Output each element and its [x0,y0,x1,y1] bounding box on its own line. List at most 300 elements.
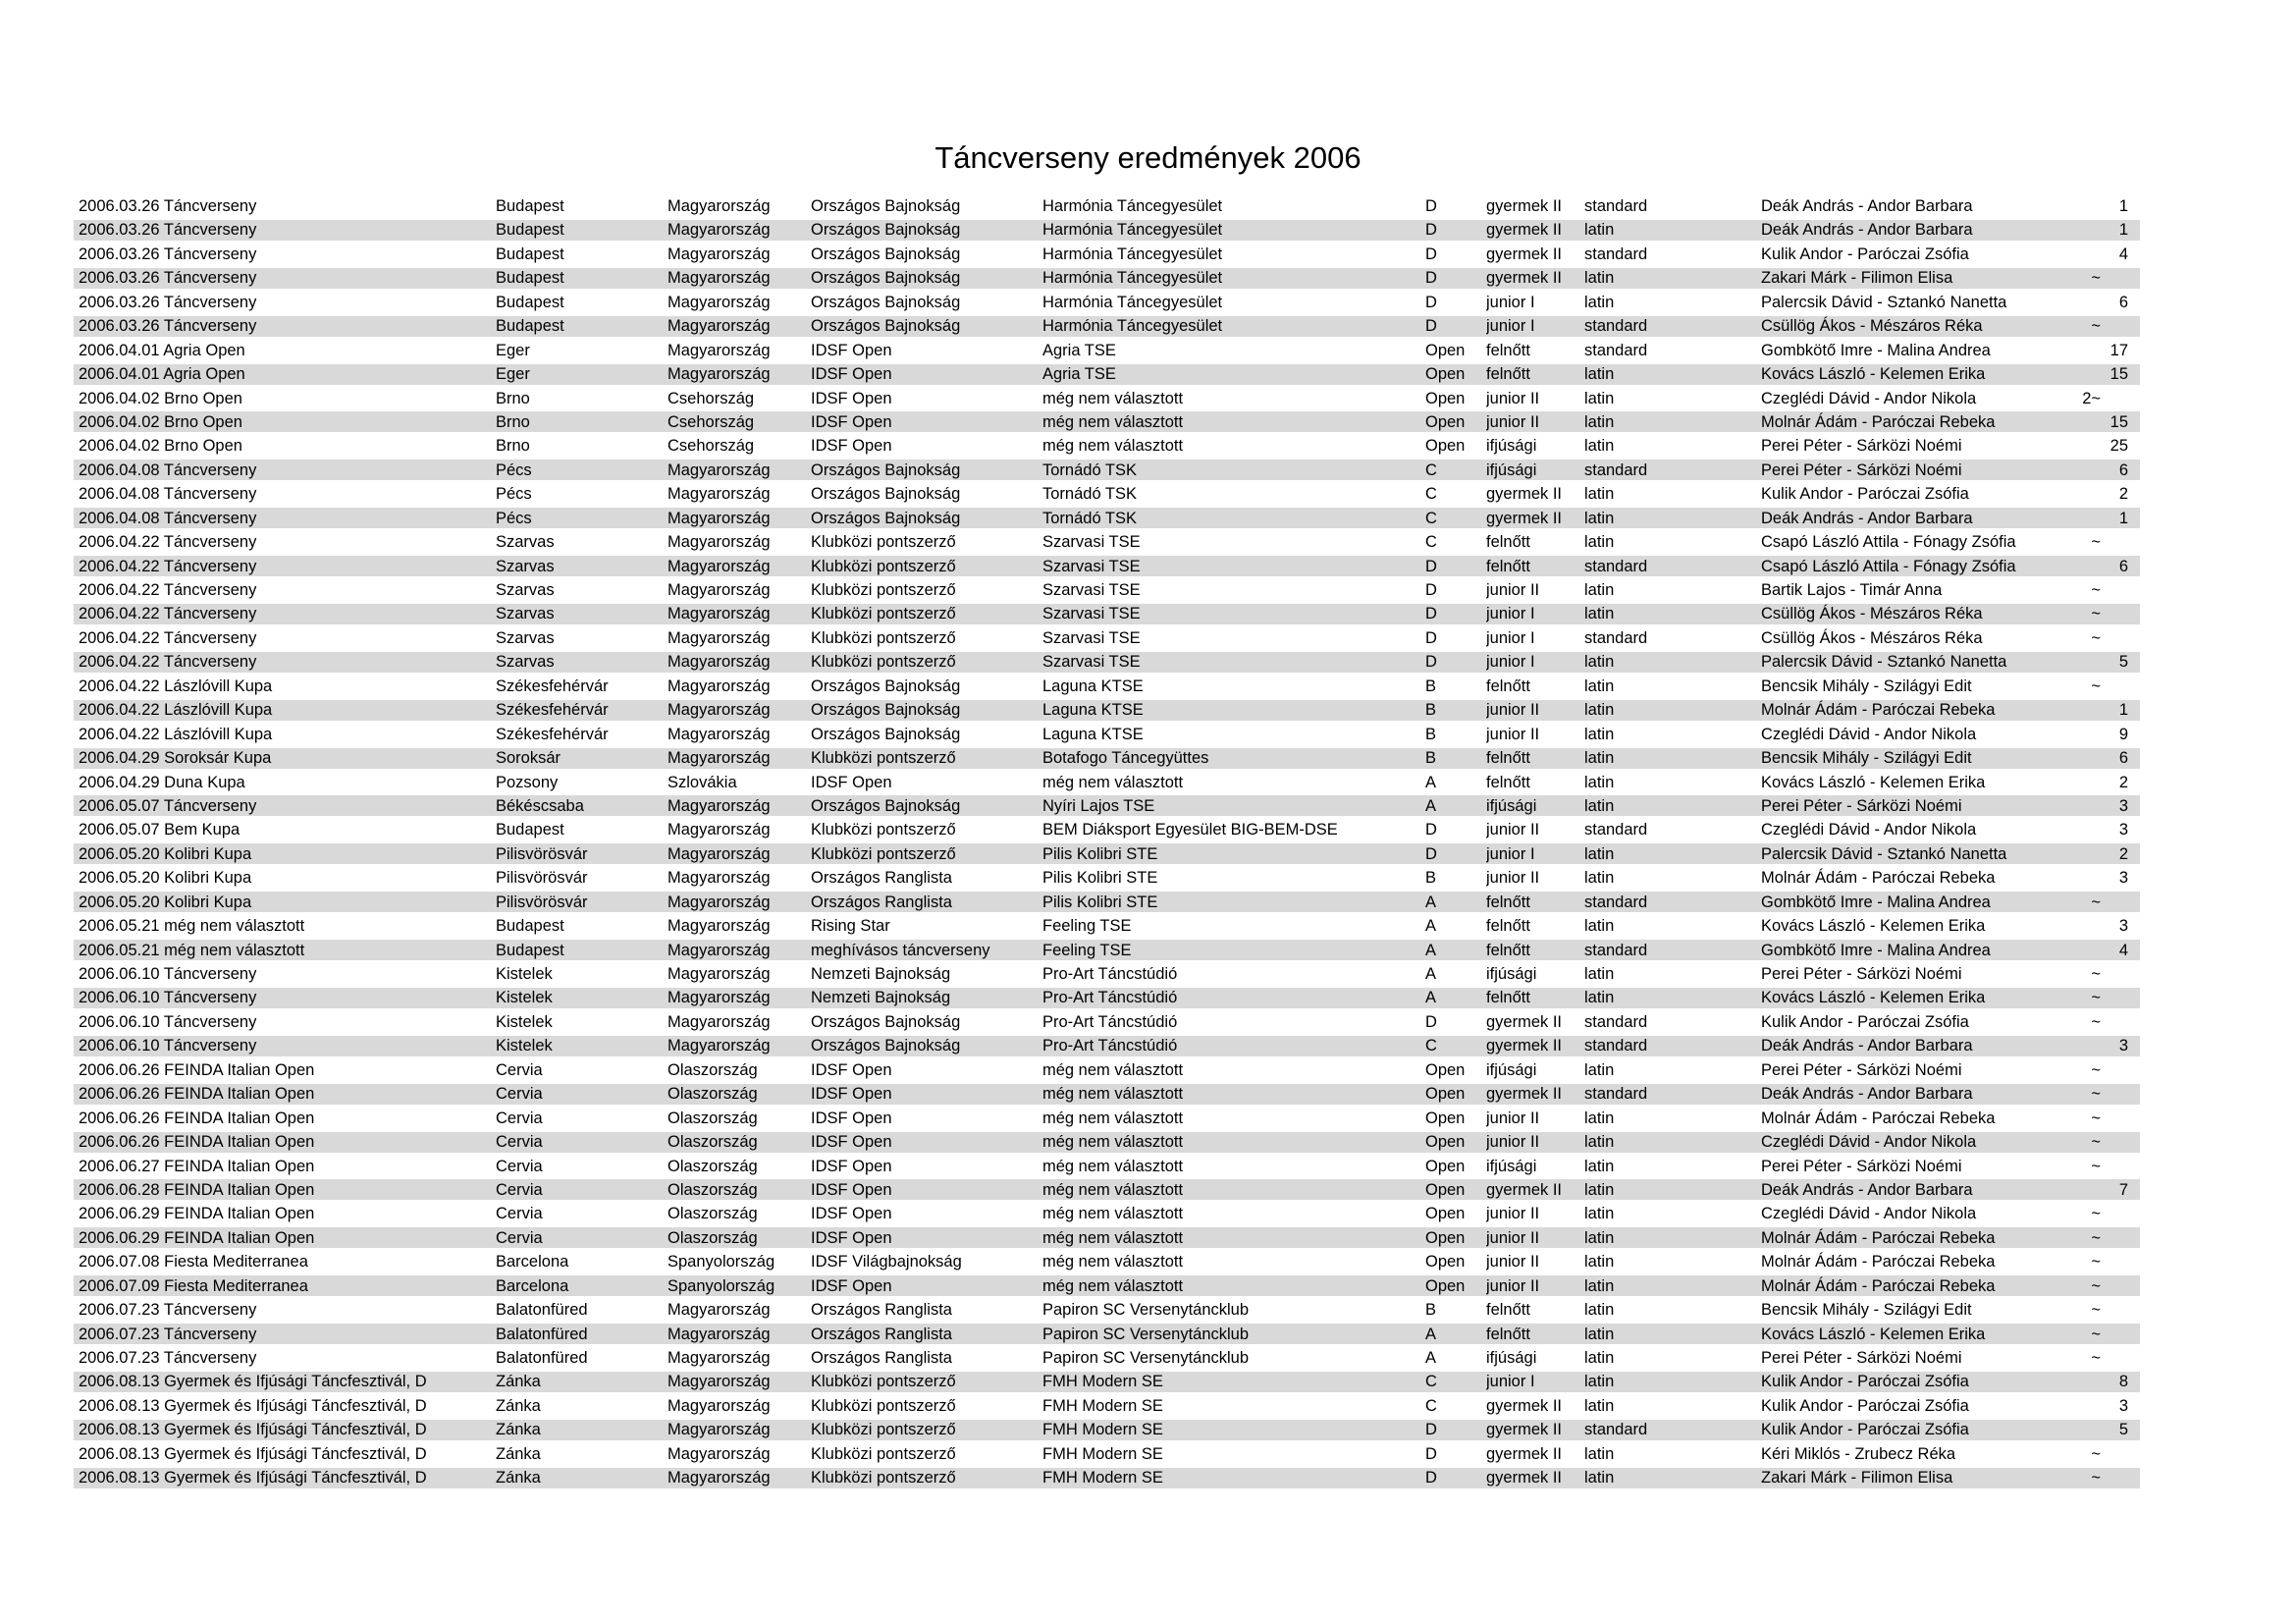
cell-class: A [1425,965,1437,983]
table-row [74,842,2140,866]
cell-country: Magyarország [667,269,771,288]
cell-type: Országos Ranglista [811,1301,952,1320]
cell-city: Brno [496,389,530,407]
cell-event: 2006.04.22 Lászlóvill Kupa [79,676,273,695]
cell-club: Harmónia Táncegyesület [1042,293,1223,311]
cell-result: 4 [2118,244,2128,263]
cell-city: Balatonfüred [496,1325,588,1343]
cell-age: felnőtt [1486,1301,1530,1320]
cell-style: latin [1584,917,1615,936]
cell-type: IDSF Open [811,1276,892,1295]
cell-city: Budapest [496,317,564,336]
cell-result: 5 [2118,1421,2128,1439]
cell-club: Harmónia Táncegyesület [1042,317,1223,336]
cell-age: junior I [1486,1373,1535,1391]
cell-event: 2006.06.29 FEINDA Italian Open [79,1228,315,1247]
cell-age: junior II [1486,1109,1540,1127]
cell-age: felnőtt [1486,341,1530,359]
cell-class: D [1425,653,1437,672]
cell-club: Harmónia Táncegyesület [1042,244,1223,263]
cell-couple: Gombkötő Imre - Malina Andrea [1761,941,1991,959]
cell-city: Zánka [496,1469,541,1488]
cell-couple: Kulik Andor - Paróczai Zsófia [1761,1396,1969,1415]
table-row [74,794,2140,818]
cell-style: latin [1584,701,1615,720]
cell-country: Magyarország [667,221,771,240]
cell-club: Papiron SC Versenytáncklub [1042,1325,1250,1343]
table-row [74,962,2140,986]
cell-age: felnőtt [1486,917,1530,936]
cell-couple: Csapó László Attila - Fónagy Zsófia [1761,533,2016,552]
cell-type: Országos Bajnokság [811,1037,961,1055]
cell-couple: Palercsik Dávid - Sztankó Nanetta [1761,844,2007,863]
cell-type: Klubközi pontszerző [811,581,956,599]
cell-couple: Gombkötő Imre - Malina Andrea [1761,893,1991,911]
cell-class: A [1425,796,1437,815]
cell-type: Országos Bajnokság [811,293,961,311]
cell-age: junior I [1486,844,1535,863]
cell-couple: Bencsik Mihály - Szilágyi Edit [1761,749,1972,768]
table-row [74,650,2140,674]
cell-country: Szlovákia [667,773,737,791]
cell-country: Magyarország [667,197,771,215]
cell-type: IDSF Open [811,1085,892,1104]
cell-result: ~ [2091,533,2101,552]
cell-event: 2006.07.23 Táncverseny [79,1301,257,1320]
cell-style: latin [1584,485,1615,504]
table-row [74,1130,2140,1154]
cell-event: 2006.04.22 Táncverseny [79,605,257,623]
cell-event: 2006.07.08 Fiesta Mediterranea [79,1253,308,1271]
cell-country: Magyarország [667,460,771,479]
cell-class: B [1425,676,1437,695]
cell-class: B [1425,1301,1437,1320]
cell-country: Magyarország [667,557,771,575]
cell-city: Soroksár [496,749,561,768]
cell-age: felnőtt [1486,1325,1530,1343]
cell-event: 2006.04.02 Brno Open [79,437,242,456]
table-row [74,626,2140,650]
table-row [74,1107,2140,1130]
cell-class: C [1425,485,1437,504]
table-row [74,578,2140,602]
cell-country: Magyarország [667,244,771,263]
cell-city: Zánka [496,1444,541,1463]
table-row [74,387,2140,410]
cell-type: Nemzeti Bajnokság [811,965,951,983]
cell-class: Open [1425,1253,1466,1271]
cell-city: Békéscsaba [496,796,584,815]
cell-age: felnőtt [1486,557,1530,575]
cell-class: C [1425,509,1437,527]
cell-couple: Bencsik Mihály - Szilágyi Edit [1761,676,1972,695]
cell-event: 2006.04.02 Brno Open [79,389,242,407]
cell-event: 2006.06.10 Táncverseny [79,965,257,983]
cell-event: 2006.04.22 Táncverseny [79,557,257,575]
cell-country: Magyarország [667,533,771,552]
cell-country: Magyarország [667,1037,771,1055]
cell-result: 9 [2118,725,2128,743]
cell-event: 2006.08.13 Gyermek és Ifjúsági Táncfesztivál, D [79,1421,427,1439]
cell-age: ifjúsági [1486,1060,1537,1079]
cell-country: Csehország [667,412,755,431]
cell-couple: Kulik Andor - Paróczai Zsófia [1761,1421,1969,1439]
cell-club: Botafogo Táncegyüttes [1042,749,1209,768]
cell-type: IDSF Open [811,1133,892,1152]
cell-age: felnőtt [1486,365,1530,384]
cell-couple: Deák András - Andor Barbara [1761,1180,1973,1199]
table-row [74,555,2140,578]
cell-style: latin [1584,269,1615,288]
cell-type: Országos Bajnokság [811,269,961,288]
cell-age: felnőtt [1486,941,1530,959]
cell-couple: Csüllög Ákos - Mészáros Réka [1761,317,1983,336]
cell-age: felnőtt [1486,773,1530,791]
cell-club: Tornádó TSK [1042,460,1138,479]
cell-type: Klubközi pontszerző [811,1396,956,1415]
cell-couple: Czeglédi Dávid - Andor Nikola [1761,389,1977,407]
cell-couple: Perei Péter - Sárközi Noémi [1761,1060,1962,1079]
cell-class: D [1425,244,1437,263]
cell-country: Magyarország [667,676,771,695]
cell-couple: Csüllög Ákos - Mészáros Réka [1761,605,1983,623]
cell-event: 2006.07.09 Fiesta Mediterranea [79,1276,308,1295]
table-row [74,243,2140,266]
cell-couple: Perei Péter - Sárközi Noémi [1761,460,1962,479]
cell-result: ~ [2091,1325,2101,1343]
cell-club: Pro-Art Táncstúdió [1042,1037,1178,1055]
cell-class: D [1425,293,1437,311]
cell-city: Cervia [496,1085,543,1104]
cell-result: 1 [2118,509,2128,527]
cell-event: 2006.07.23 Táncverseny [79,1325,257,1343]
cell-club: még nem választott [1042,773,1184,791]
cell-age: gyermek II [1486,1085,1563,1104]
cell-couple: Molnár Ádám - Paróczai Rebeka [1761,1276,1996,1295]
cell-event: 2006.03.26 Táncverseny [79,244,257,263]
table-row [74,1466,2140,1489]
cell-country: Magyarország [667,1421,771,1439]
cell-class: D [1425,1421,1437,1439]
cell-age: gyermek II [1486,509,1563,527]
cell-country: Magyarország [667,1349,771,1367]
cell-style: latin [1584,1205,1615,1223]
table-row [74,1178,2140,1202]
cell-style: latin [1584,581,1615,599]
cell-couple: Kéri Miklós - Zrubecz Réka [1761,1444,1956,1463]
cell-city: Zánka [496,1373,541,1391]
cell-age: felnőtt [1486,893,1530,911]
cell-class: Open [1425,1157,1466,1175]
cell-couple: Deák András - Andor Barbara [1761,1085,1973,1104]
cell-event: 2006.07.23 Táncverseny [79,1349,257,1367]
table-row [74,362,2140,386]
cell-result: ~ [2091,581,2101,599]
cell-type: Országos Bajnokság [811,317,961,336]
cell-type: Országos Ranglista [811,869,952,888]
cell-age: felnőtt [1486,749,1530,768]
cell-style: latin [1584,749,1615,768]
cell-age: felnőtt [1486,676,1530,695]
cell-type: Országos Bajnokság [811,676,961,695]
cell-couple: Molnár Ádám - Paróczai Rebeka [1761,1109,1996,1127]
cell-style: latin [1584,844,1615,863]
table-row [74,746,2140,770]
cell-city: Pilisvörösvár [496,844,588,863]
cell-couple: Czeglédi Dávid - Andor Nikola [1761,725,1977,743]
cell-country: Magyarország [667,1444,771,1463]
cell-country: Magyarország [667,485,771,504]
cell-country: Olaszország [667,1109,758,1127]
cell-age: junior I [1486,605,1535,623]
cell-age: gyermek II [1486,1444,1563,1463]
cell-type: IDSF Open [811,341,892,359]
cell-result: ~ [2091,628,2101,647]
cell-type: Klubközi pontszerző [811,1444,956,1463]
cell-city: Kistelek [496,965,553,983]
cell-city: Cervia [496,1228,543,1247]
cell-event: 2006.06.10 Táncverseny [79,1037,257,1055]
cell-class: B [1425,725,1437,743]
cell-style: latin [1584,437,1615,456]
cell-result: 1 [2118,197,2128,215]
cell-style: latin [1584,605,1615,623]
table-row [74,818,2140,841]
cell-age: felnőtt [1486,989,1530,1007]
cell-couple: Molnár Ádám - Paróczai Rebeka [1761,1228,1996,1247]
cell-city: Budapest [496,244,564,263]
cell-club: Tornádó TSK [1042,509,1138,527]
table-row [74,339,2140,362]
cell-club: még nem választott [1042,1276,1184,1295]
cell-club: Feeling TSE [1042,941,1132,959]
cell-club: Laguna KTSE [1042,701,1144,720]
cell-class: C [1425,460,1437,479]
table-row [74,266,2140,290]
cell-club: Pilis Kolibri STE [1042,869,1158,888]
cell-country: Magyarország [667,628,771,647]
cell-result: ~ [2091,1060,2101,1079]
cell-style: latin [1584,653,1615,672]
cell-country: Magyarország [667,1396,771,1415]
cell-city: Barcelona [496,1276,569,1295]
cell-age: junior II [1486,1253,1540,1271]
cell-age: junior I [1486,317,1535,336]
cell-club: FMH Modern SE [1042,1421,1163,1439]
cell-city: Kistelek [496,1037,553,1055]
cell-couple: Palercsik Dávid - Sztankó Nanetta [1761,293,2007,311]
table-row [74,1370,2140,1393]
cell-type: Országos Bajnokság [811,244,961,263]
cell-city: Budapest [496,821,564,839]
cell-event: 2006.06.10 Táncverseny [79,989,257,1007]
cell-class: B [1425,701,1437,720]
cell-style: latin [1584,989,1615,1007]
cell-club: Szarvasi TSE [1042,628,1141,647]
table-row [74,939,2140,962]
cell-event: 2006.06.27 FEINDA Italian Open [79,1157,315,1175]
cell-club: Pro-Art Táncstúdió [1042,965,1178,983]
cell-type: IDSF Open [811,1180,892,1199]
table-row [74,1394,2140,1418]
cell-result: ~ [2091,1469,2101,1488]
cell-age: junior II [1486,701,1540,720]
cell-country: Csehország [667,437,755,456]
cell-style: latin [1584,509,1615,527]
cell-class: Open [1425,1133,1466,1152]
cell-class: D [1425,628,1437,647]
cell-country: Olaszország [667,1085,758,1104]
cell-style: standard [1584,1037,1648,1055]
cell-result: 3 [2118,869,2128,888]
cell-country: Spanyolország [667,1276,775,1295]
cell-couple: Czeglédi Dávid - Andor Nikola [1761,1133,1977,1152]
cell-type: Nemzeti Bajnokság [811,989,951,1007]
cell-type: Országos Bajnokság [811,485,961,504]
cell-couple: Kovács László - Kelemen Erika [1761,917,1986,936]
cell-country: Magyarország [667,893,771,911]
cell-result: ~ [2091,989,2101,1007]
cell-result: ~ [2091,1157,2101,1175]
cell-result: 1 [2118,221,2128,240]
cell-country: Magyarország [667,821,771,839]
cell-couple: Perei Péter - Sárközi Noémi [1761,1157,1962,1175]
cell-style: standard [1584,244,1648,263]
cell-city: Székesfehérvár [496,725,609,743]
cell-result: ~ [2091,1253,2101,1271]
cell-club: még nem választott [1042,1157,1184,1175]
cell-country: Olaszország [667,1133,758,1152]
cell-age: gyermek II [1486,1421,1563,1439]
cell-result: 17 [2109,341,2128,359]
cell-age: gyermek II [1486,1469,1563,1488]
cell-class: C [1425,1037,1437,1055]
cell-result: 3 [2118,1396,2128,1415]
cell-result: 7 [2118,1180,2128,1199]
cell-type: IDSF Open [811,1109,892,1127]
table-row [74,434,2140,458]
cell-style: latin [1584,1060,1615,1079]
cell-type: Klubközi pontszerző [811,1421,956,1439]
table-row [74,1155,2140,1178]
cell-couple: Molnár Ádám - Paróczai Rebeka [1761,1253,1996,1271]
table-row [74,986,2140,1009]
cell-style: latin [1584,293,1615,311]
cell-event: 2006.08.13 Gyermek és Ifjúsági Táncfesztivál, D [79,1396,427,1415]
cell-style: standard [1584,628,1648,647]
cell-style: latin [1584,1133,1615,1152]
table-row [74,1202,2140,1225]
cell-style: standard [1584,1012,1648,1031]
cell-age: junior I [1486,628,1535,647]
cell-style: latin [1584,365,1615,384]
cell-event: 2006.03.26 Táncverseny [79,293,257,311]
cell-event: 2006.04.22 Lászlóvill Kupa [79,701,273,720]
cell-couple: Deák András - Andor Barbara [1761,197,1973,215]
cell-type: Klubközi pontszerző [811,844,956,863]
cell-event: 2006.04.01 Agria Open [79,341,245,359]
cell-club: Szarvasi TSE [1042,533,1141,552]
cell-result: 3 [2118,796,2128,815]
cell-result: 2 [2118,773,2128,791]
cell-city: Pécs [496,460,532,479]
cell-class: Open [1425,412,1466,431]
cell-style: latin [1584,1396,1615,1415]
cell-country: Magyarország [667,749,771,768]
cell-age: gyermek II [1486,221,1563,240]
cell-couple: Perei Péter - Sárközi Noémi [1761,796,1962,815]
cell-type: Országos Bajnokság [811,460,961,479]
cell-type: Klubközi pontszerző [811,557,956,575]
cell-club: még nem választott [1042,1060,1184,1079]
page-title: Táncverseny eredmények 2006 [934,140,1362,175]
cell-event: 2006.04.01 Agria Open [79,365,245,384]
cell-city: Cervia [496,1205,543,1223]
cell-age: junior I [1486,293,1535,311]
cell-city: Kistelek [496,989,553,1007]
cell-style: latin [1584,1228,1615,1247]
cell-couple: Zakari Márk - Filimon Elisa [1761,1469,1953,1488]
cell-couple: Kovács László - Kelemen Erika [1761,989,1986,1007]
cell-couple: Kovács László - Kelemen Erika [1761,1325,1986,1343]
cell-type: IDSF Open [811,1205,892,1223]
cell-city: Budapest [496,941,564,959]
cell-result: 6 [2118,293,2128,311]
cell-age: gyermek II [1486,1012,1563,1031]
cell-style: latin [1584,412,1615,431]
cell-result: ~ [2091,1012,2101,1031]
table-row [74,1346,2140,1370]
cell-couple: Czeglédi Dávid - Andor Nikola [1761,821,1977,839]
cell-class: Open [1425,1060,1466,1079]
cell-event: 2006.04.08 Táncverseny [79,509,257,527]
cell-age: gyermek II [1486,1180,1563,1199]
cell-style: latin [1584,1276,1615,1295]
cell-country: Magyarország [667,869,771,888]
cell-style: latin [1584,1444,1615,1463]
cell-result: 5 [2118,653,2128,672]
cell-age: junior II [1486,389,1540,407]
cell-club: még nem választott [1042,412,1184,431]
cell-club: Pro-Art Táncstúdió [1042,1012,1178,1031]
table-row [74,1323,2140,1346]
cell-club: Papiron SC Versenytáncklub [1042,1301,1250,1320]
cell-age: gyermek II [1486,269,1563,288]
cell-class: Open [1425,389,1466,407]
cell-event: 2006.04.22 Táncverseny [79,628,257,647]
cell-class: A [1425,1325,1437,1343]
cell-class: D [1425,269,1437,288]
cell-country: Olaszország [667,1060,758,1079]
cell-city: Székesfehérvár [496,701,609,720]
cell-result: 6 [2118,749,2128,768]
cell-type: Klubközi pontszerző [811,653,956,672]
cell-club: BEM Diáksport Egyesület BIG-BEM-DSE [1042,821,1338,839]
cell-couple: Czeglédi Dávid - Andor Nikola [1761,1205,1977,1223]
cell-club: Szarvasi TSE [1042,557,1141,575]
cell-class: Open [1425,1109,1466,1127]
cell-event: 2006.06.26 FEINDA Italian Open [79,1133,315,1152]
cell-city: Balatonfüred [496,1301,588,1320]
cell-club: még nem választott [1042,389,1184,407]
cell-couple: Perei Péter - Sárközi Noémi [1761,965,1962,983]
cell-club: Szarvasi TSE [1042,605,1141,623]
cell-event: 2006.03.26 Táncverseny [79,269,257,288]
cell-club: Laguna KTSE [1042,676,1144,695]
table-row [74,1034,2140,1057]
cell-style: latin [1584,869,1615,888]
cell-age: junior II [1486,725,1540,743]
